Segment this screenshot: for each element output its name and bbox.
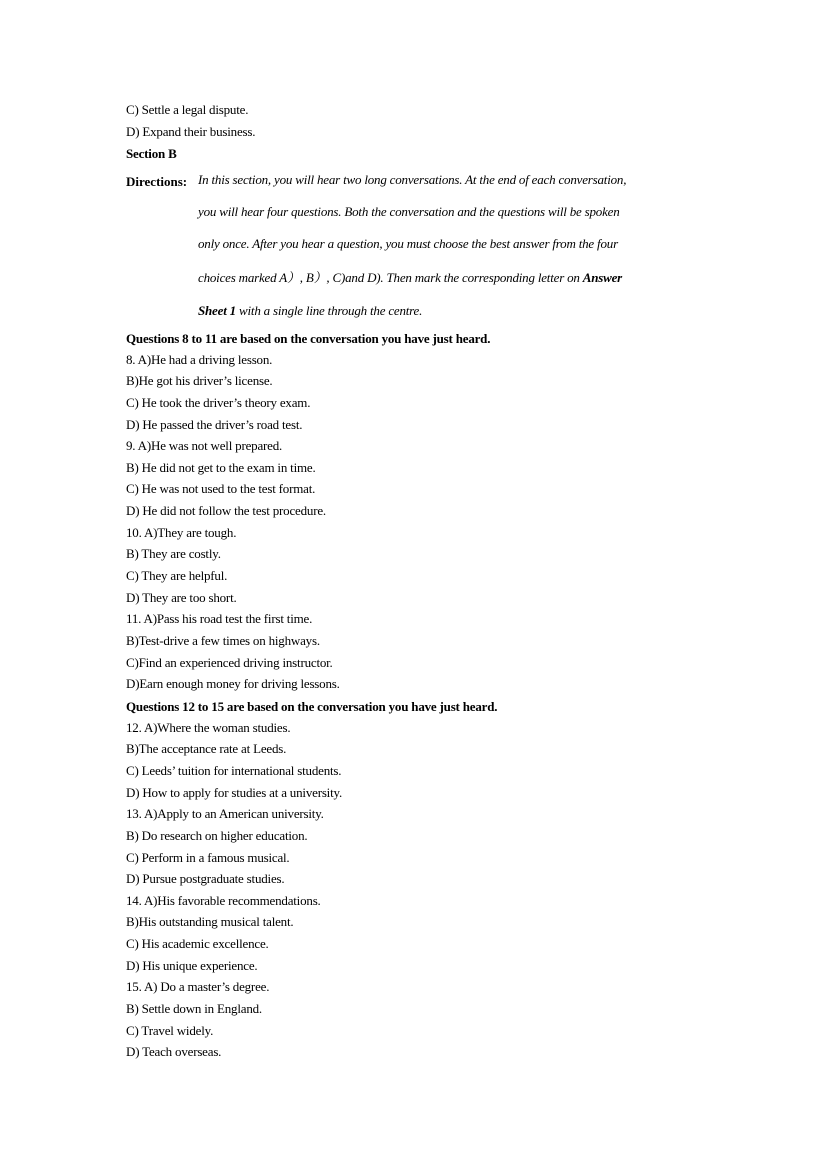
directions-line-5-rest: with a single line through the centre. bbox=[235, 303, 423, 318]
q12-b: B)The acceptance rate at Leeds. bbox=[126, 741, 287, 756]
directions-line-4-text: choices marked A）, B）, C)and D). Then mark the corresponding letter on bbox=[198, 270, 580, 285]
q9-a: 9. A)He was not well prepared. bbox=[126, 438, 283, 453]
q12-c: C) Leeds’ tuition for international students. bbox=[126, 763, 342, 778]
q10-b: B) They are costly. bbox=[126, 546, 221, 561]
q9-c: C) He was not used to the test format. bbox=[126, 481, 316, 496]
directions-line-2: you will hear four questions. Both the conversation and the questions will be spoken bbox=[198, 204, 620, 219]
q13-d: D) Pursue postgraduate studies. bbox=[126, 871, 285, 886]
q8-c: C) He took the driver’s theory exam. bbox=[126, 395, 311, 410]
directions-line-1: In this section, you will hear two long conversations. At the end of each conversation, bbox=[198, 172, 627, 187]
q11-b: B)Test-drive a few times on highways. bbox=[126, 633, 320, 648]
q15-d: D) Teach overseas. bbox=[126, 1044, 222, 1059]
q8-d: D) He passed the driver’s road test. bbox=[126, 417, 303, 432]
q15-c: C) Travel widely. bbox=[126, 1023, 214, 1038]
answer-bold: Answer bbox=[582, 270, 623, 285]
group1-heading: Questions 8 to 11 are based on the conversation you have just heard. bbox=[126, 331, 491, 346]
q14-c: C) His academic excellence. bbox=[126, 936, 269, 951]
directions-label: Directions: bbox=[126, 174, 188, 189]
q12-a: 12. A)Where the woman studies. bbox=[126, 720, 291, 735]
q12-d: D) How to apply for studies at a university. bbox=[126, 785, 343, 800]
q9-b: B) He did not get to the exam in time. bbox=[126, 460, 316, 475]
q11-d: D)Earn enough money for driving lessons. bbox=[126, 676, 340, 691]
q11-a: 11. A)Pass his road test the first time. bbox=[126, 611, 313, 626]
q14-b: B)His outstanding musical talent. bbox=[126, 914, 294, 929]
q11-c: C)Find an experienced driving instructor. bbox=[126, 655, 333, 670]
q15-b: B) Settle down in England. bbox=[126, 1001, 262, 1016]
option-d-prev: D) Expand their business. bbox=[126, 124, 256, 139]
q13-b: B) Do research on higher education. bbox=[126, 828, 308, 843]
directions-line-5 bbox=[198, 303, 422, 319]
q13-c: C) Perform in a famous musical. bbox=[126, 850, 290, 865]
q10-c: C) They are helpful. bbox=[126, 568, 228, 583]
section-title: Section B bbox=[126, 146, 177, 161]
directions-line-3: only once. After you hear a question, you must choose the best answer from the four bbox=[198, 236, 618, 251]
q8-a: 8. A)He had a driving lesson. bbox=[126, 352, 273, 367]
q10-d: D) They are too short. bbox=[126, 590, 237, 605]
q15-a: 15. A) Do a master’s degree. bbox=[126, 979, 270, 994]
q14-a: 14. A)His favorable recommendations. bbox=[126, 893, 321, 908]
q8-b: B)He got his driver’s license. bbox=[126, 373, 273, 388]
sheet-bold: Sheet 1 bbox=[198, 303, 236, 318]
q9-d: D) He did not follow the test procedure. bbox=[126, 503, 326, 518]
q13-a: 13. A)Apply to an American university. bbox=[126, 806, 324, 821]
q14-d: D) His unique experience. bbox=[126, 958, 258, 973]
directions-line-4 bbox=[198, 270, 622, 286]
q10-a: 10. A)They are tough. bbox=[126, 525, 237, 540]
group2-heading: Questions 12 to 15 are based on the conversation you have just heard. bbox=[126, 699, 498, 714]
option-c-prev: C) Settle a legal dispute. bbox=[126, 102, 249, 117]
